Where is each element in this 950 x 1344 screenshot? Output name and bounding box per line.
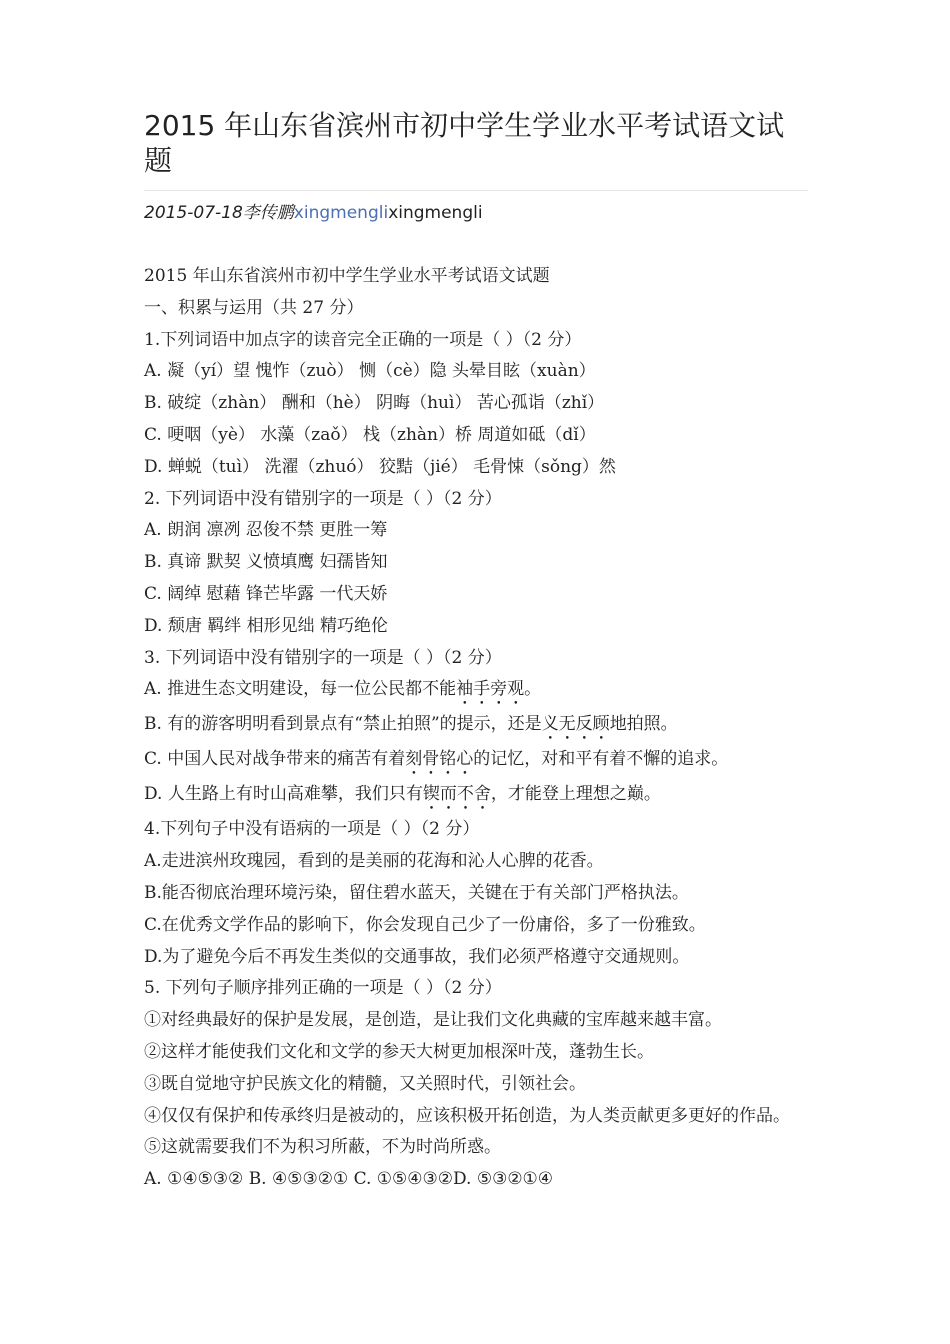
dotted-phrase: 锲而不舍: [422, 784, 491, 805]
dotted-phrase: 袖手旁观: [456, 679, 525, 700]
question-3-option-d: [144, 779, 808, 814]
exam-content: [144, 261, 808, 1196]
document-page: [144, 108, 808, 1196]
question-4-option-b: B.能否彻底治理环境污染，留住碧水蓝天，关键在于有关部门严格执法。: [144, 882, 689, 903]
question-2-option-b: B. 真谛 默契 义愤填鹰 妇孺皆知: [144, 552, 388, 573]
question-1: 1.下列词语中加点字的读音完全正确的一项是（ ）（2 分）: [144, 329, 582, 350]
option-text: ，才能登上理想之巅。: [490, 784, 661, 805]
question-5-options: A. ①④⑤③② B. ④⑤③②① C. ①⑤④③②D. ⑤③②①④: [144, 1169, 554, 1190]
dotted-phrase: 义无反顾: [541, 714, 610, 735]
question-1-option-a: A. 凝（yí）望 愧怍（zuò） 恻（cè）隐 头晕目眩（xuàn）: [144, 361, 596, 382]
question-3-option-b: [144, 709, 808, 744]
author-id: xingmengli: [388, 203, 483, 223]
question-2: 2. 下列词语中没有错别字的一项是（ ）（2 分）: [144, 488, 502, 509]
option-text: 地拍照。: [609, 714, 678, 735]
question-4-option-a: A.走进滨州玫瑰园，看到的是美丽的花海和沁人心脾的花香。: [144, 851, 604, 872]
section-heading: 一、积累与运用（共 27 分）: [144, 297, 364, 318]
dotted-phrase: 刻骨铭心: [405, 749, 474, 770]
option-text: D. 人生路上有时山高难攀，我们只有: [144, 784, 423, 805]
article-meta: [144, 201, 808, 225]
question-3-option-c: [144, 744, 808, 779]
article-title: 2015 年山东省滨州市初中学生学业水平考试语文试题: [144, 108, 808, 191]
question-5-sentence-3: ③既自觉地守护民族文化的精髓，又关照时代，引领社会。: [144, 1073, 586, 1094]
question-5-sentence-4: ④仅仅有保护和传承终归是被动的，应该积极开拓创造，为人类贡献更多更好的作品。: [144, 1105, 790, 1126]
option-text: 的记忆，对和平有着不懈的追求。: [473, 749, 729, 770]
option-text: A. 推进生态文明建设，每一位公民都不能: [144, 679, 457, 700]
question-5-sentence-1: ①对经典最好的保护是发展，是创造，是让我们文化典藏的宝库越来越丰富。: [144, 1010, 722, 1031]
question-5: 5. 下列句子顺序排列正确的一项是（ ）（2 分）: [144, 978, 502, 999]
question-4-option-c: C.在优秀文学作品的影响下，你会发现自己少了一份庸俗，多了一份雅致。: [144, 914, 706, 935]
option-text: B. 有的游客明明看到景点有“禁止拍照”的提示，还是: [144, 714, 542, 735]
question-1-option-b: B. 破绽（zhàn） 酬和（hè） 阴晦（huì） 苦心孤诣（zhǐ）: [144, 393, 605, 414]
article-date: 2015-07-18: [144, 203, 243, 223]
question-3: 3. 下列词语中没有错别字的一项是（ ）（2 分）: [144, 647, 502, 668]
article-author: 李传鹏: [242, 203, 294, 223]
question-2-option-a: A. 朗润 凛冽 忍俊不禁 更胜一筹: [144, 520, 388, 541]
question-4-option-d: D.为了避免今后不再发生类似的交通事故，我们必须严格遵守交通规则。: [144, 946, 690, 967]
author-link[interactable]: xingmengli: [293, 203, 389, 223]
option-text: C. 中国人民对战争带来的痛苦有着: [144, 749, 406, 770]
question-2-option-c: C. 阔绰 慰藉 锋芒毕露 一代天娇: [144, 583, 388, 604]
question-4: 4.下列句子中没有语病的一项是（ ）（2 分）: [144, 819, 480, 840]
question-5-sentence-2: ②这样才能使我们文化和文学的参天大树更加根深叶茂，蓬勃生长。: [144, 1041, 654, 1062]
doc-title-line: 2015 年山东省滨州市初中学生学业水平考试语文试题: [144, 266, 550, 286]
question-3-option-a: [144, 674, 808, 709]
option-text: 。: [524, 679, 542, 700]
question-2-option-d: D. 颓唐 羁绊 相形见绌 精巧绝伦: [144, 615, 389, 636]
question-5-sentence-5: ⑤这就需要我们不为积习所蔽，不为时尚所惑。: [144, 1137, 501, 1158]
question-1-option-d: D. 蝉蜕（tuì） 洗濯（zhuó） 狡黠（jié） 毛骨悚（sǒng）然: [144, 456, 616, 477]
question-1-option-c: C. 哽咽（yè） 水藻（zaǒ） 栈（zhàn）桥 周道如砥（dǐ）: [144, 424, 596, 445]
